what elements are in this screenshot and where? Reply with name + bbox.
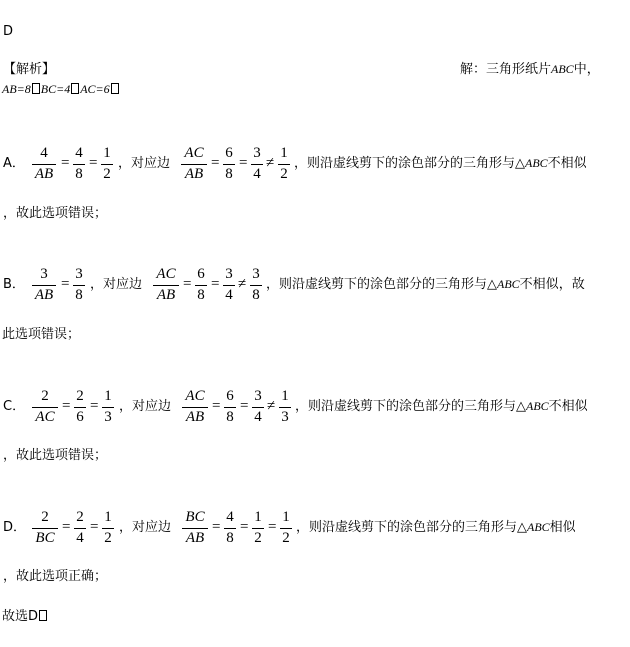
equals-sign: = (212, 519, 221, 535)
conclusion-text (2, 610, 48, 623)
fraction-bar (224, 528, 236, 529)
numerator: 6 (226, 388, 234, 404)
numerator: 3 (40, 266, 48, 282)
fraction (278, 146, 290, 186)
numerator: 1 (281, 388, 289, 404)
numerator: 4 (226, 509, 234, 525)
corresponding-side-text: ，对应边 (118, 156, 171, 171)
denominator: 2 (280, 166, 288, 182)
numerator: 3 (253, 145, 261, 161)
denominator: 4 (253, 166, 261, 182)
given-bc: BC=4 (40, 82, 71, 96)
intro-end: 中， (573, 62, 600, 77)
box-glyph (71, 83, 79, 94)
equals-sign: = (268, 519, 277, 535)
fraction-bar (73, 164, 85, 165)
equals-sign: = (62, 398, 71, 414)
denominator: 2 (103, 166, 111, 182)
equals-sign: = (90, 519, 99, 535)
numerator: AC (184, 145, 204, 161)
fraction-bar (280, 528, 292, 529)
box-glyph (32, 83, 40, 94)
intro-lead: 解：三角形纸片 (460, 62, 552, 77)
fraction-bar (182, 528, 208, 529)
equals-sign: = (211, 276, 220, 292)
fraction-bar (32, 285, 56, 286)
numerator: 3 (75, 266, 83, 282)
fraction-bar (32, 164, 56, 165)
numerator: 1 (282, 509, 290, 525)
fraction-bar (102, 407, 114, 408)
fraction (32, 510, 58, 550)
fraction (32, 389, 58, 429)
not-equal-sign: ≠ (266, 155, 275, 171)
fraction-bar (223, 285, 235, 286)
fraction-bar (32, 528, 58, 529)
corresponding-side-text: ，对应边 (119, 399, 172, 414)
not-similar-end: 不相似 (547, 156, 587, 171)
conclusion-label: 故选D (2, 609, 39, 624)
numerator: 2 (41, 388, 49, 404)
not-similar-end: 不相似 (519, 277, 559, 292)
denominator: 3 (104, 409, 112, 425)
fraction (102, 510, 114, 550)
fraction (250, 267, 262, 307)
fraction-bar (224, 407, 236, 408)
denominator: 8 (252, 287, 260, 303)
option-a-label: A． (3, 156, 25, 171)
fraction-bar (278, 164, 290, 165)
numerator: BC (185, 509, 205, 525)
denominator: AB (34, 166, 54, 182)
numerator: 3 (252, 266, 260, 282)
fraction-bar (182, 407, 208, 408)
not-equal-sign: ≠ (238, 276, 247, 292)
similar-text: ，则沿虚线剪下的涂色部分的三角形与△ (296, 520, 527, 535)
fraction (195, 267, 207, 307)
equals-sign: = (240, 398, 249, 414)
fraction-bar (195, 285, 207, 286)
fraction (279, 389, 291, 429)
fraction (252, 389, 264, 429)
equals-sign: = (211, 155, 220, 171)
fraction (73, 146, 85, 186)
denominator: 8 (75, 166, 83, 182)
fraction-bar (74, 528, 86, 529)
fraction (101, 146, 113, 186)
equals-sign: = (239, 155, 248, 171)
fraction-bar (251, 164, 263, 165)
not-equal-sign: ≠ (267, 398, 276, 414)
fraction (224, 389, 236, 429)
numerator: AC (185, 388, 205, 404)
denominator: 8 (197, 287, 205, 303)
denominator: AB (185, 530, 205, 546)
denominator: 4 (254, 409, 262, 425)
denominator: AB (184, 166, 204, 182)
denominator: 4 (225, 287, 233, 303)
not-similar-text: ，则沿虚线剪下的涂色部分的三角形与△ (266, 277, 497, 292)
not-similar-text: ，则沿虚线剪下的涂色部分的三角形与△ (295, 399, 526, 414)
fraction (252, 510, 264, 550)
triangle-abc: ABC (525, 156, 548, 170)
numerator: AC (156, 266, 176, 282)
denominator: 2 (282, 530, 290, 546)
equals-sign: = (89, 155, 98, 171)
not-similar-text: ，则沿虚线剪下的涂色部分的三角形与△ (294, 156, 525, 171)
denominator: 2 (254, 530, 262, 546)
denominator: 2 (104, 530, 112, 546)
fraction (182, 510, 208, 550)
fraction (224, 510, 236, 550)
numerator: 2 (76, 388, 84, 404)
analysis-label: 【解析】 (3, 62, 56, 77)
numerator: 3 (225, 266, 233, 282)
given-ab: AB=8 (2, 82, 31, 96)
fraction-bar (74, 407, 86, 408)
denominator: AC (35, 409, 55, 425)
denominator: 8 (226, 409, 234, 425)
triangle-abc: ABC (526, 399, 549, 413)
verdict-text: ，故此选项错误； (3, 448, 108, 463)
fraction (73, 267, 85, 307)
numerator: 1 (104, 388, 112, 404)
explanation-text (294, 157, 587, 170)
equals-sign: = (240, 519, 249, 535)
fraction-bar (252, 407, 264, 408)
not-similar-end: 不相似 (548, 399, 588, 414)
numerator: 3 (254, 388, 262, 404)
explanation-text (296, 521, 576, 534)
fraction-bar (181, 164, 207, 165)
fraction (32, 267, 56, 307)
fraction (74, 389, 86, 429)
denominator: BC (35, 530, 55, 546)
numerator: 1 (104, 509, 112, 525)
equals-sign: = (62, 519, 71, 535)
numerator: 6 (197, 266, 205, 282)
fraction-bar (223, 164, 235, 165)
fraction-bar (73, 285, 85, 286)
equals-sign: = (183, 276, 192, 292)
denominator: 6 (76, 409, 84, 425)
verdict-text: 此选项错误； (2, 327, 81, 342)
corresponding-side-text: ，对应边 (90, 277, 143, 292)
triangle-abc: ABC (527, 520, 550, 534)
denominator: AB (156, 287, 176, 303)
equals-sign: = (61, 155, 70, 171)
denominator: 3 (281, 409, 289, 425)
box-glyph (111, 83, 119, 94)
numerator: 2 (76, 509, 84, 525)
box-glyph (39, 610, 47, 621)
numerator: 4 (75, 145, 83, 161)
fraction (102, 389, 114, 429)
numerator: 6 (225, 145, 233, 161)
denominator: 8 (226, 530, 234, 546)
option-b-label: B． (3, 277, 25, 292)
fraction-bar (252, 528, 264, 529)
intro-text (460, 63, 600, 76)
intro-abc: ABC (551, 62, 574, 76)
option-c-label: C． (3, 399, 26, 414)
fraction (223, 267, 235, 307)
numerator: 2 (41, 509, 49, 525)
fraction-bar (32, 407, 58, 408)
fraction (182, 389, 208, 429)
fraction-bar (153, 285, 179, 286)
fraction (32, 146, 56, 186)
equals-sign: = (90, 398, 99, 414)
denominator: AB (185, 409, 205, 425)
equals-sign: = (212, 398, 221, 414)
fraction-bar (250, 285, 262, 286)
tail-text: ，故 (558, 277, 585, 292)
fraction (251, 146, 263, 186)
given-lengths (2, 83, 120, 96)
fraction-bar (101, 164, 113, 165)
given-ac: AC=6 (80, 82, 110, 96)
numerator: 1 (103, 145, 111, 161)
explanation-text (295, 400, 588, 413)
fraction (153, 267, 179, 307)
denominator: 4 (76, 530, 84, 546)
fraction (223, 146, 235, 186)
option-d-label: D． (3, 520, 27, 535)
numerator: 1 (254, 509, 262, 525)
denominator: 8 (75, 287, 83, 303)
explanation-text (266, 278, 585, 291)
verdict-text: ，故此选项错误； (3, 206, 108, 221)
fraction-bar (279, 407, 291, 408)
fraction (74, 510, 86, 550)
fraction (280, 510, 292, 550)
fraction (181, 146, 207, 186)
equals-sign: = (61, 276, 70, 292)
numerator: 1 (280, 145, 288, 161)
fraction-bar (102, 528, 114, 529)
numerator: 4 (40, 145, 48, 161)
triangle-abc: ABC (497, 277, 520, 291)
denominator: 8 (225, 166, 233, 182)
denominator: AB (34, 287, 54, 303)
corresponding-side-text: ，对应边 (119, 520, 172, 535)
similar-end: 相似 (549, 520, 576, 535)
answer-letter: D (3, 24, 14, 39)
verdict-text: ，故此选项正确； (3, 569, 108, 584)
